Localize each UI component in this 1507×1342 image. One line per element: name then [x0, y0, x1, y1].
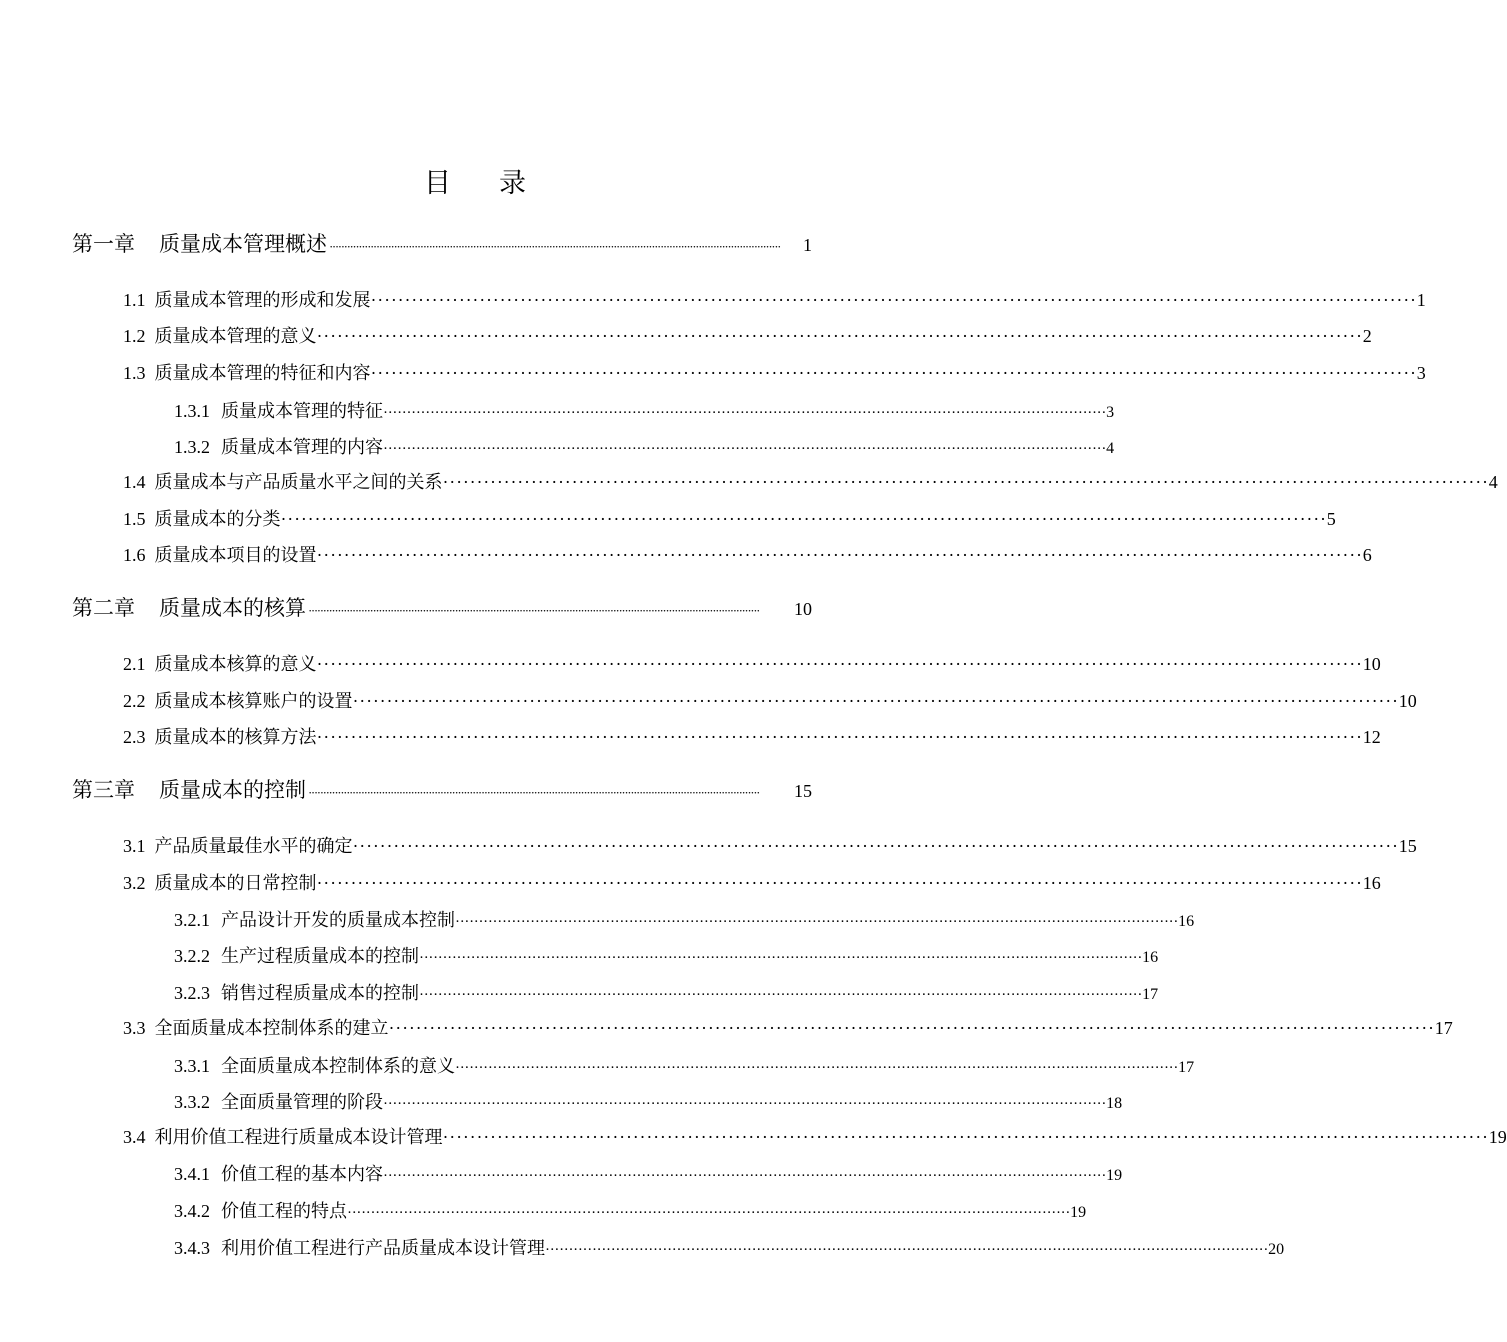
subsection-number: 3.4.3 [174, 1238, 210, 1258]
section-title: 质量成本管理的形成和发展 [154, 290, 371, 311]
page-number: 10 [1398, 691, 1417, 711]
toc-section-1-1[interactable] [123, 286, 1426, 312]
toc-subsection-1-3-2[interactable] [174, 433, 1115, 458]
section-title: 利用价值工程进行质量成本设计管理 [154, 1127, 443, 1148]
page-number: 19 [1488, 1127, 1507, 1147]
page-number: 18 [1106, 1095, 1123, 1112]
toc-chapter-3[interactable] [72, 774, 812, 804]
section-title: 质量成本的核算方法 [154, 727, 317, 748]
section-number: 3.4 [123, 1127, 146, 1147]
subsection-number: 3.3.2 [174, 1092, 210, 1112]
subsection-number: 3.2.3 [174, 983, 210, 1003]
page-number: 10 [794, 599, 812, 619]
subsection-title: 产品设计开发的质量成本控制 [221, 910, 455, 931]
toc-subsection-3-4-1[interactable] [174, 1160, 1123, 1185]
toc-section-1-6[interactable] [123, 541, 1372, 567]
chapter-title: 质量成本的控制 [159, 778, 306, 802]
page-number: 19 [1070, 1204, 1087, 1221]
toc-section-3-2[interactable] [123, 869, 1381, 895]
toc-subsection-3-4-3[interactable] [174, 1234, 1285, 1259]
toc-section-1-5[interactable] [123, 505, 1336, 531]
leader-dots: ·························································································································································· [442, 472, 1489, 492]
toc-section-3-4[interactable] [123, 1123, 1507, 1149]
leader-dots: ·························································································································································· [316, 654, 1363, 674]
section-title: 质量成本核算账户的设置 [154, 691, 353, 712]
subsection-title: 利用价值工程进行产品质量成本设计管理 [221, 1238, 545, 1259]
leader-dots: ·························································································································································· [545, 1242, 1269, 1258]
subsection-title: 质量成本管理的特征 [221, 401, 383, 422]
toc-subsection-3-4-2[interactable] [174, 1197, 1087, 1222]
page-number: 1 [803, 235, 812, 255]
toc-subsection-1-3-1[interactable] [174, 397, 1115, 422]
page-number: 15 [794, 781, 812, 801]
toc-title: 目录 [424, 168, 574, 199]
section-number: 2.2 [123, 691, 146, 711]
subsection-number: 1.3.1 [174, 401, 210, 421]
section-title: 产品质量最佳水平的确定 [154, 836, 353, 857]
leader-dots: ·························································································································································· [383, 405, 1107, 421]
leader-dots: ·························································································································································· [352, 836, 1399, 856]
subsection-title: 价值工程的特点 [221, 1201, 347, 1222]
chapter-number: 第三章 [72, 778, 135, 802]
leader-dots: ·························································································································································· [442, 1127, 1489, 1147]
leader-dots: ·························································································································································· [419, 950, 1143, 966]
section-number: 1.3 [123, 363, 146, 383]
leader-dots: ·························································································································································· [316, 326, 1363, 346]
page-number: 2 [1362, 326, 1372, 346]
toc-subsection-3-2-1[interactable] [174, 906, 1195, 931]
toc-section-3-3[interactable] [123, 1014, 1453, 1040]
page-number: 16 [1362, 873, 1381, 893]
toc-section-1-2[interactable] [123, 322, 1372, 348]
section-title: 质量成本项目的设置 [154, 545, 317, 566]
leader-dots: ·························································································································································· [370, 290, 1417, 310]
section-title: 质量成本与产品质量水平之间的关系 [154, 472, 443, 493]
chapter-number: 第二章 [72, 596, 135, 620]
subsection-number: 1.3.2 [174, 437, 210, 457]
section-title: 质量成本管理的意义 [154, 326, 317, 347]
leader-dots: ·························································································································································· [419, 987, 1143, 1003]
page-number: 3 [1106, 404, 1115, 421]
toc-chapter-2[interactable] [72, 592, 812, 622]
leader-dots: ·························································································································································· [388, 1018, 1435, 1038]
leader-dots: ·························································································································································· [383, 1168, 1107, 1184]
page-number: 6 [1362, 545, 1372, 565]
section-number: 3.1 [123, 836, 146, 856]
toc-chapter-1[interactable] [72, 228, 812, 258]
section-number: 2.1 [123, 654, 146, 674]
page-number: 17 [1178, 1059, 1195, 1076]
subsection-number: 3.2.2 [174, 946, 210, 966]
leader-dots: ·························································································································································· [455, 1060, 1179, 1076]
subsection-number: 3.4.1 [174, 1164, 210, 1184]
section-number: 1.6 [123, 545, 146, 565]
toc-subsection-3-2-3[interactable] [174, 979, 1159, 1004]
toc-section-3-1[interactable] [123, 832, 1417, 858]
chapter-title: 质量成本的核算 [159, 596, 306, 620]
page-number: 16 [1142, 949, 1159, 966]
page-number: 16 [1178, 913, 1195, 930]
section-number: 2.3 [123, 727, 146, 747]
leader-dots: ·························································································································································· [316, 545, 1363, 565]
leader-dots: ·························································································································································· [352, 691, 1399, 711]
leader-dots: ·························································································································································· [383, 441, 1107, 457]
toc-section-2-3[interactable] [123, 723, 1381, 749]
section-number: 3.3 [123, 1018, 146, 1038]
subsection-title: 质量成本管理的内容 [221, 437, 383, 458]
section-number: 1.5 [123, 509, 146, 529]
leader-dots: ·························································································································································· [329, 239, 781, 254]
subsection-title: 全面质量成本控制体系的意义 [221, 1056, 455, 1077]
chapter-number: 第一章 [72, 232, 135, 256]
leader-dots: ·························································································································································· [370, 363, 1417, 383]
subsection-number: 3.2.1 [174, 910, 210, 930]
leader-dots: ·························································································································································· [347, 1205, 1071, 1221]
leader-dots: ·························································································································································· [455, 914, 1179, 930]
page-number: 12 [1362, 727, 1381, 747]
page-number: 17 [1434, 1018, 1453, 1038]
toc-subsection-3-3-2[interactable] [174, 1088, 1123, 1113]
leader-dots: ·························································································································································· [316, 873, 1363, 893]
page-number: 20 [1268, 1241, 1285, 1258]
subsection-title: 生产过程质量成本的控制 [221, 946, 419, 967]
toc-section-2-2[interactable] [123, 687, 1417, 713]
subsection-title: 价值工程的基本内容 [221, 1164, 383, 1185]
page-number: 3 [1416, 363, 1426, 383]
page-number: 1 [1416, 290, 1426, 310]
chapter-title: 质量成本管理概述 [159, 232, 327, 256]
subsection-title: 销售过程质量成本的控制 [221, 983, 419, 1004]
toc-section-1-4[interactable] [123, 468, 1498, 494]
subsection-number: 3.4.2 [174, 1201, 210, 1221]
page-number: 4 [1106, 440, 1115, 457]
section-title: 质量成本核算的意义 [154, 654, 317, 675]
section-number: 1.2 [123, 326, 146, 346]
section-number: 1.1 [123, 290, 146, 310]
toc-subsection-3-3-1[interactable] [174, 1052, 1195, 1077]
section-number: 3.2 [123, 873, 146, 893]
subsection-title: 全面质量管理的阶段 [221, 1092, 383, 1113]
page-number: 15 [1398, 836, 1417, 856]
page-number: 10 [1362, 654, 1381, 674]
leader-dots: ·························································································································································· [383, 1096, 1107, 1112]
leader-dots: ·························································································································································· [316, 727, 1363, 747]
toc-section-2-1[interactable] [123, 650, 1381, 676]
leader-dots: ·························································································································································· [280, 509, 1327, 529]
section-title: 质量成本管理的特征和内容 [154, 363, 371, 384]
subsection-number: 3.3.1 [174, 1056, 210, 1076]
section-number: 1.4 [123, 472, 146, 492]
page-number: 19 [1106, 1167, 1123, 1184]
leader-dots: ·························································································································································· [308, 785, 760, 800]
toc-section-1-3[interactable] [123, 359, 1426, 385]
section-title: 质量成本的分类 [154, 509, 281, 530]
page-number: 17 [1142, 986, 1159, 1003]
section-title: 质量成本的日常控制 [154, 873, 317, 894]
page-number: 5 [1326, 509, 1336, 529]
page-number: 4 [1488, 472, 1498, 492]
section-title: 全面质量成本控制体系的建立 [154, 1018, 389, 1039]
toc-subsection-3-2-2[interactable] [174, 942, 1159, 967]
leader-dots: ·························································································································································· [308, 603, 760, 618]
